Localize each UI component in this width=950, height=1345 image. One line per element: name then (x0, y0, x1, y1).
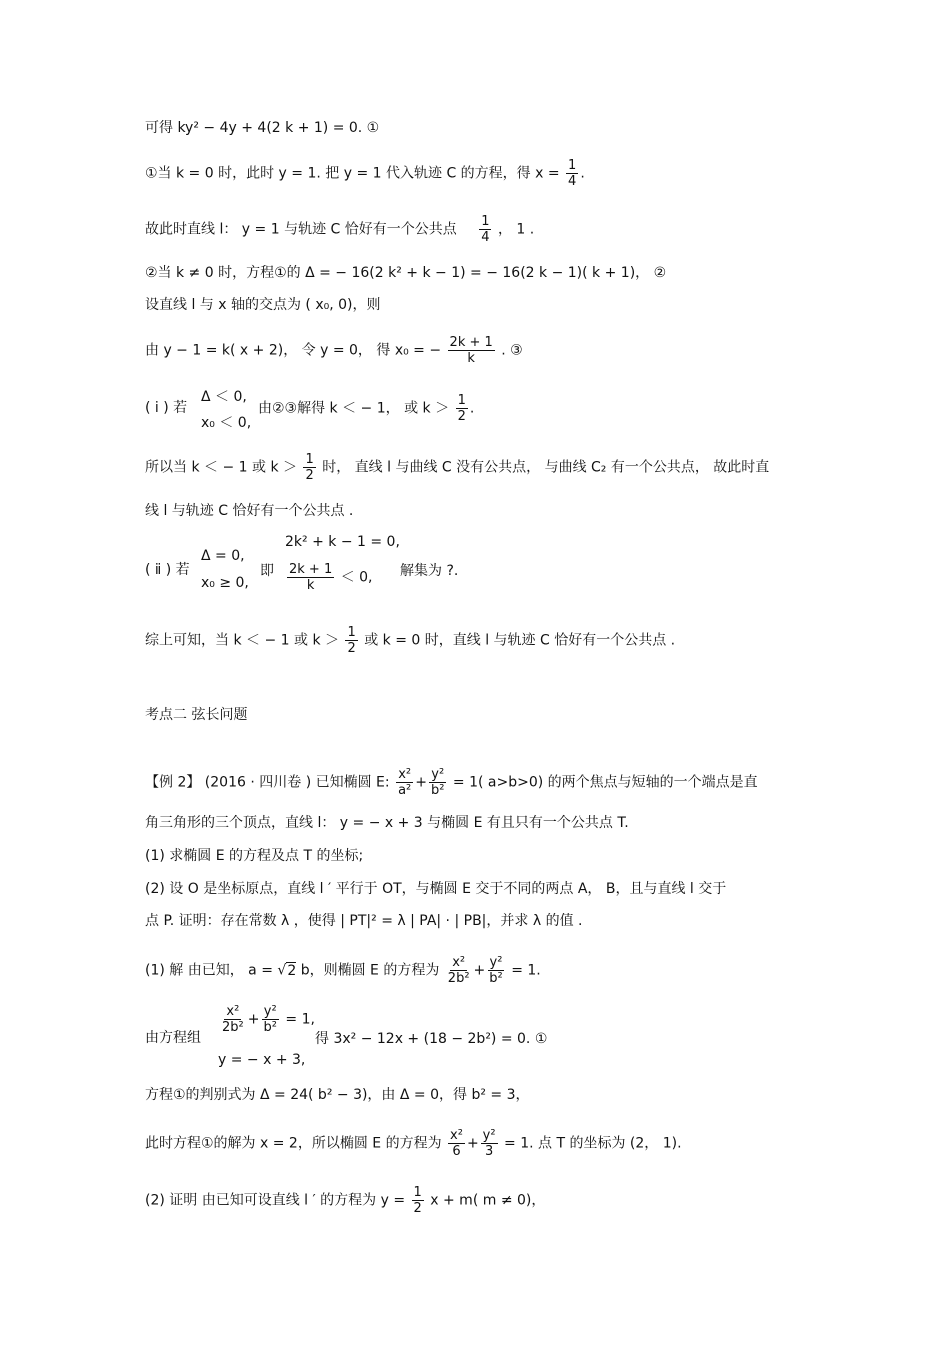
numerator: x² (450, 1128, 463, 1143)
denominator: 2 (305, 468, 314, 483)
solution-system-label: 由方程组 (145, 1030, 201, 1046)
numerator: 1 (568, 158, 577, 173)
denominator: 2 (413, 1201, 422, 1216)
numerator: x² (226, 1004, 240, 1019)
case-ii-label: ( ⅱ ) 若 (145, 562, 190, 578)
text: . ③ (501, 342, 523, 359)
numerator: x² (452, 955, 466, 970)
example-line-1: 【例 2】 (2016 · 四川卷 ) 已知椭圆 E: $\frac{\text{x²}}{\text{a²}}$ + $\frac{\text{y²}}{\text{b²}}$ = 1( a>b>0) 的两个焦点与短轴的一个端点是直 (145, 767, 758, 798)
solution-line-1: (1) 解 由已知， a = √2 b，则椭圆 E 的方程为 $\frac{\text{x²}}{\text{2b²}}$ + $\frac{\text{y²}}{\text{b²}}$ = 1. (145, 955, 541, 986)
denominator: 2b² (447, 971, 470, 986)
numerator: 1 (413, 1185, 422, 1200)
solution-line-3: 方程①的判别式为 Δ = 24( b² − 3)，由 Δ = 0，得 b² = 3， (145, 1087, 530, 1103)
text: 或 k = 0 时，直线 l 与轨迹 C 恰好有一个公共点 . (364, 632, 676, 649)
fraction-x2-2b2 (220, 1004, 246, 1035)
case-ii-equation-2 (285, 562, 373, 593)
case-i-result (258, 393, 474, 424)
text: = 1. (511, 962, 541, 979)
denominator: 2 (457, 409, 466, 424)
fraction (456, 393, 468, 424)
numerator: 1 (305, 452, 314, 467)
derivation-line-9: 线 l 与轨迹 C 恰好有一个公共点 . (145, 503, 354, 519)
text: . (469, 400, 475, 417)
case-ii-condition-1: Δ = 0, (201, 548, 245, 564)
text: x + m( m ≠ 0)， (430, 1192, 546, 1209)
text: = 1, (285, 1011, 315, 1028)
denominator: b² (489, 971, 503, 986)
fraction-y2-b2 (429, 767, 446, 798)
solution-line-5 (145, 1185, 545, 1216)
numerator: y² (263, 1004, 277, 1019)
case-ii-condition-2: x₀ ≥ 0, (201, 575, 249, 591)
derivation-line-3 (145, 214, 534, 245)
numerator: y² (489, 955, 503, 970)
derivation-line-1: 可得 ky² − 4y + 4(2 k + 1) = 0. ① (145, 120, 380, 136)
numerator: 1 (347, 625, 356, 640)
numerator: 1 (481, 214, 490, 229)
fraction (303, 452, 315, 483)
text: 【例 2】 (2016 · 四川卷 ) 已知椭圆 E: (145, 774, 390, 791)
case-ii-conclusion: 解集为 ?. (400, 563, 459, 579)
derivation-line-8 (145, 452, 769, 483)
denominator: 4 (568, 174, 577, 189)
solution-line-4: 此时方程①的解为 x = 2，所以椭圆 E 的方程为 $\frac{\text{x²}}{6}$ + $\frac{\text{y²}}{3}$ = 1. 点 T 的坐标为 (2， 1). (145, 1128, 682, 1159)
derivation-line-11 (145, 625, 675, 656)
text: 所以当 k ＜ − 1 或 k ＞ (145, 459, 298, 476)
text: ＜ 0, (340, 569, 373, 586)
text: 由 y − 1 = k( x + 2)， 令 y = 0， 得 x₀ = − (145, 342, 442, 359)
example-question-2: (2) 设 O 是坐标原点，直线 l ′ 平行于 OT，与椭圆 E 交于不同的两点 A， B，且与直线 l 交于 (145, 881, 727, 897)
derivation-line-5: 设直线 l 与 x 轴的交点为 ( x₀, 0)，则 (145, 297, 381, 313)
text: ， 1 . (497, 221, 535, 238)
case-i-label: ( ⅰ ) 若 (145, 400, 188, 416)
derivation-line-2: ①当 k = 0 时，此时 y = 1. 把 y = 1 代入轨迹 C 的方程，得 x = $\frac{1}{4}$ . (145, 158, 585, 189)
example-question-1: (1) 求椭圆 E 的方程及点 T 的坐标; (145, 848, 364, 864)
denominator: 6 (452, 1144, 461, 1159)
denominator: b² (263, 1020, 277, 1035)
denominator: k (306, 578, 315, 593)
denominator: 4 (481, 230, 490, 245)
text: 由②③解得 k ＜ − 1， 或 k ＞ (258, 400, 450, 417)
case-i-condition-1: Δ ＜ 0, (201, 389, 247, 405)
numerator: x² (398, 767, 412, 782)
sqrt-radicand: 2 (287, 962, 297, 979)
derivation-line-4: ②当 k ≠ 0 时，方程①的 Δ = − 16(2 k² + k − 1) = − 16(2 k − 1)( k + 1)， ② (145, 265, 667, 281)
section-heading: 考点二 弦长问题 (145, 707, 248, 723)
numerator: 2k + 1 (449, 335, 493, 350)
fraction-y2-b2 (487, 955, 504, 986)
fraction (566, 158, 578, 189)
solution-system-eq-2: y = − x + 3, (218, 1052, 306, 1068)
text: (2) 证明 由已知可设直线 l ′ 的方程为 y = (145, 1192, 406, 1209)
numerator: 2k + 1 (289, 562, 333, 577)
text: b，则椭圆 E 的方程为 (300, 962, 440, 979)
text: 时， 直线 l 与曲线 C 没有公共点， 与曲线 C₂ 有一个公共点， 故此时直 (322, 459, 770, 476)
solution-system-eq-1: $\frac{\text{x²}}{\text{2b²}}$ + $\frac{\text{y²}}{\text{b²}}$ = 1, (222, 1004, 315, 1035)
fraction-y2-3 (481, 1128, 498, 1159)
denominator: b² (431, 783, 445, 798)
text: (1) 解 由已知， a = (145, 962, 273, 979)
denominator: a² (398, 783, 412, 798)
fraction (412, 1185, 424, 1216)
fraction-x2-6 (448, 1128, 465, 1159)
denominator: k (467, 351, 475, 366)
derivation-line-6 (145, 335, 523, 366)
text: = 1( a>b>0) 的两个焦点与短轴的一个端点是直 (452, 774, 758, 791)
text: ①当 k = 0 时，此时 y = 1. 把 y = 1 代入轨迹 C 的方程，得 x = (145, 165, 560, 182)
numerator: y² (482, 1128, 496, 1143)
fraction-y2-b2 (261, 1004, 278, 1035)
text: 综上可知，当 k ＜ − 1 或 k ＞ (145, 632, 340, 649)
case-ii-ji: 即 (260, 563, 274, 579)
fraction (287, 562, 334, 593)
numerator: y² (431, 767, 445, 782)
case-ii-equation-1: 2k² + k − 1 = 0, (285, 534, 400, 550)
case-i-condition-2: x₀ ＜ 0, (201, 415, 252, 431)
numerator: 1 (457, 393, 466, 408)
fraction (345, 625, 357, 656)
denominator: 2b² (222, 1020, 244, 1035)
solution-system-result: 得 3x² − 12x + (18 − 2b²) = 0. ① (315, 1031, 548, 1047)
text: 故此时直线 l： y = 1 与轨迹 C 恰好有一个公共点 (145, 221, 457, 238)
fraction-x2-a2 (396, 767, 413, 798)
denominator: 2 (347, 641, 356, 656)
fraction-x2-2b2 (446, 955, 472, 986)
text: 此时方程①的解为 x = 2，所以椭圆 E 的方程为 (145, 1135, 442, 1152)
text: = 1. 点 T 的坐标为 (2， 1). (504, 1135, 682, 1152)
sqrt: √2 (277, 962, 297, 979)
fraction (448, 335, 495, 366)
fraction (479, 214, 491, 245)
example-line-2: 角三角形的三个顶点，直线 l： y = − x + 3 与椭圆 E 有且只有一个公共点 T. (145, 815, 629, 831)
denominator: 3 (484, 1144, 494, 1159)
example-question-2-cont: 点 P. 证明：存在常数 λ ，使得 | PT|² = λ | PA| · | PB|，并求 λ 的值 . (145, 913, 583, 929)
